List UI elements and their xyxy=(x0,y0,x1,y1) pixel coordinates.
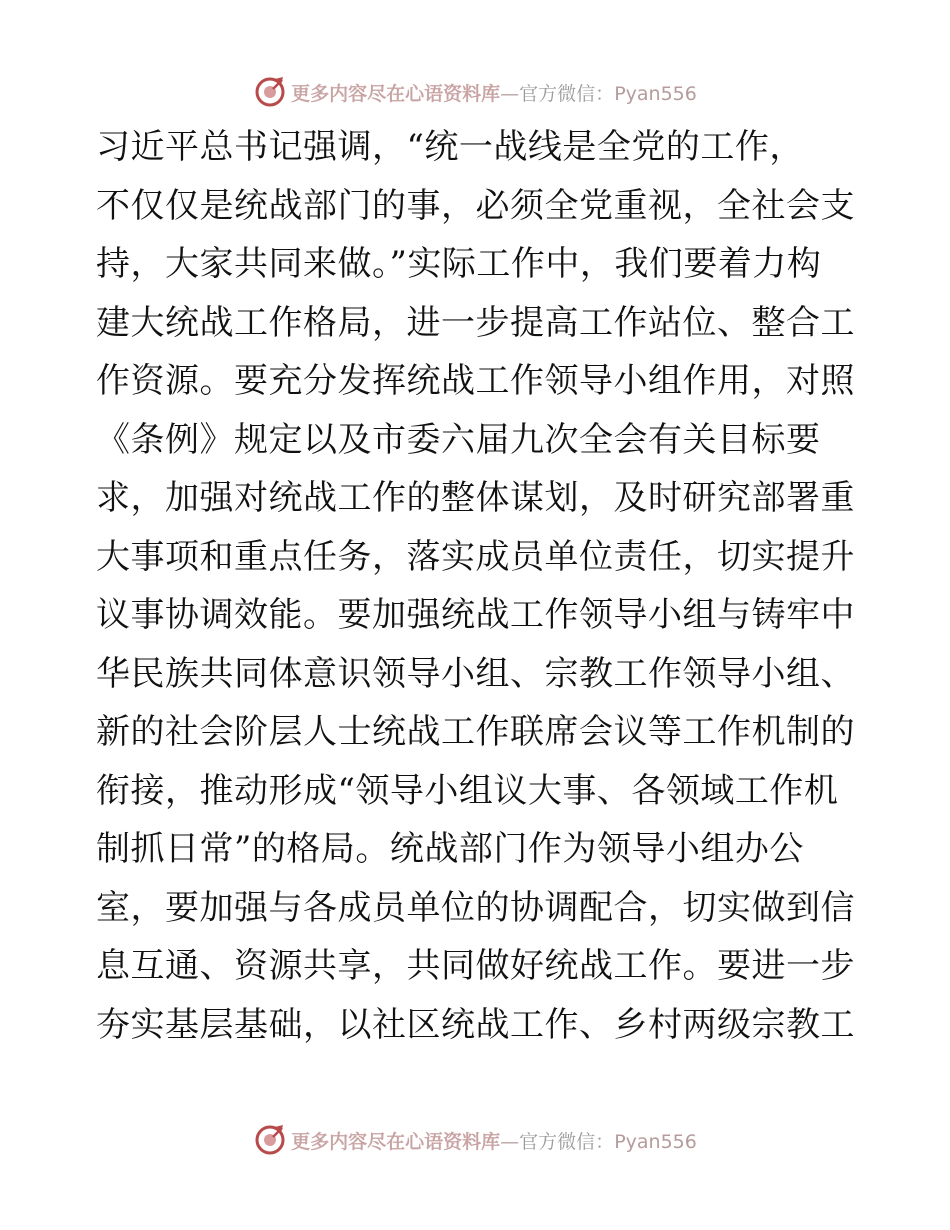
banner-text xyxy=(291,1127,697,1154)
text-line: 制抓日常”的格局。统战部门作为领导小组办公 xyxy=(96,829,804,869)
text-line: 习近平总书记强调，“统一战线是全党的工作， xyxy=(96,127,804,167)
banner-brand: 更多内容尽在心语资料库 xyxy=(291,1130,501,1153)
text-line: 息互通、资源共享，共同做好统战工作。要进一步 xyxy=(96,946,855,986)
logo-icon xyxy=(253,75,287,109)
banner-text xyxy=(291,79,697,106)
text-line: 求，加强对统战工作的整体谋划，及时研究部署重 xyxy=(96,478,855,518)
header-banner xyxy=(0,72,950,112)
banner-brand: 更多内容尽在心语资料库 xyxy=(291,82,501,105)
text-line: 《条例》规定以及市委六届九次全会有关目标要 xyxy=(96,419,821,460)
footer-banner xyxy=(0,1120,950,1160)
banner-account-label: 官方微信： xyxy=(519,82,615,105)
banner-separator: — xyxy=(500,1130,520,1153)
text-line: 夯实基层基础，以社区统战工作、乡村两级宗教工 xyxy=(96,1004,855,1045)
banner-account-label: 官方微信： xyxy=(519,1130,615,1153)
text-line: 新的社会阶层人士统战工作联席会议等工作机制的 xyxy=(96,712,855,752)
logo-icon xyxy=(253,1123,287,1157)
document-body xyxy=(96,118,856,1054)
text-line: 不仅仅是统战部门的事，必须全党重视，全社会支 xyxy=(96,185,855,226)
text-line: 大事项和重点任务，落实成员单位责任，切实提升 xyxy=(96,536,855,577)
text-line: 作资源。要充分发挥统战工作领导小组作用，对照 xyxy=(96,361,855,401)
text-line: 建大统战工作格局，进一步提高工作站位、整合工 xyxy=(96,302,855,343)
banner-separator: — xyxy=(500,82,520,105)
banner-account-id: Pyan556 xyxy=(614,1130,697,1153)
text-line: 华民族共同体意识领导小组、宗教工作领导小组、 xyxy=(96,653,855,694)
text-line: 衔接，推动形成“领导小组议大事、各领域工作机 xyxy=(96,770,839,811)
text-line: 室，要加强与各成员单位的协调配合，切实做到信 xyxy=(96,887,855,928)
text-line: 持，大家共同来做。”实际工作中，我们要着力构 xyxy=(96,244,822,284)
banner-account-id: Pyan556 xyxy=(614,82,697,105)
text-line: 议事协调效能。要加强统战工作领导小组与铸牢中 xyxy=(96,595,855,635)
